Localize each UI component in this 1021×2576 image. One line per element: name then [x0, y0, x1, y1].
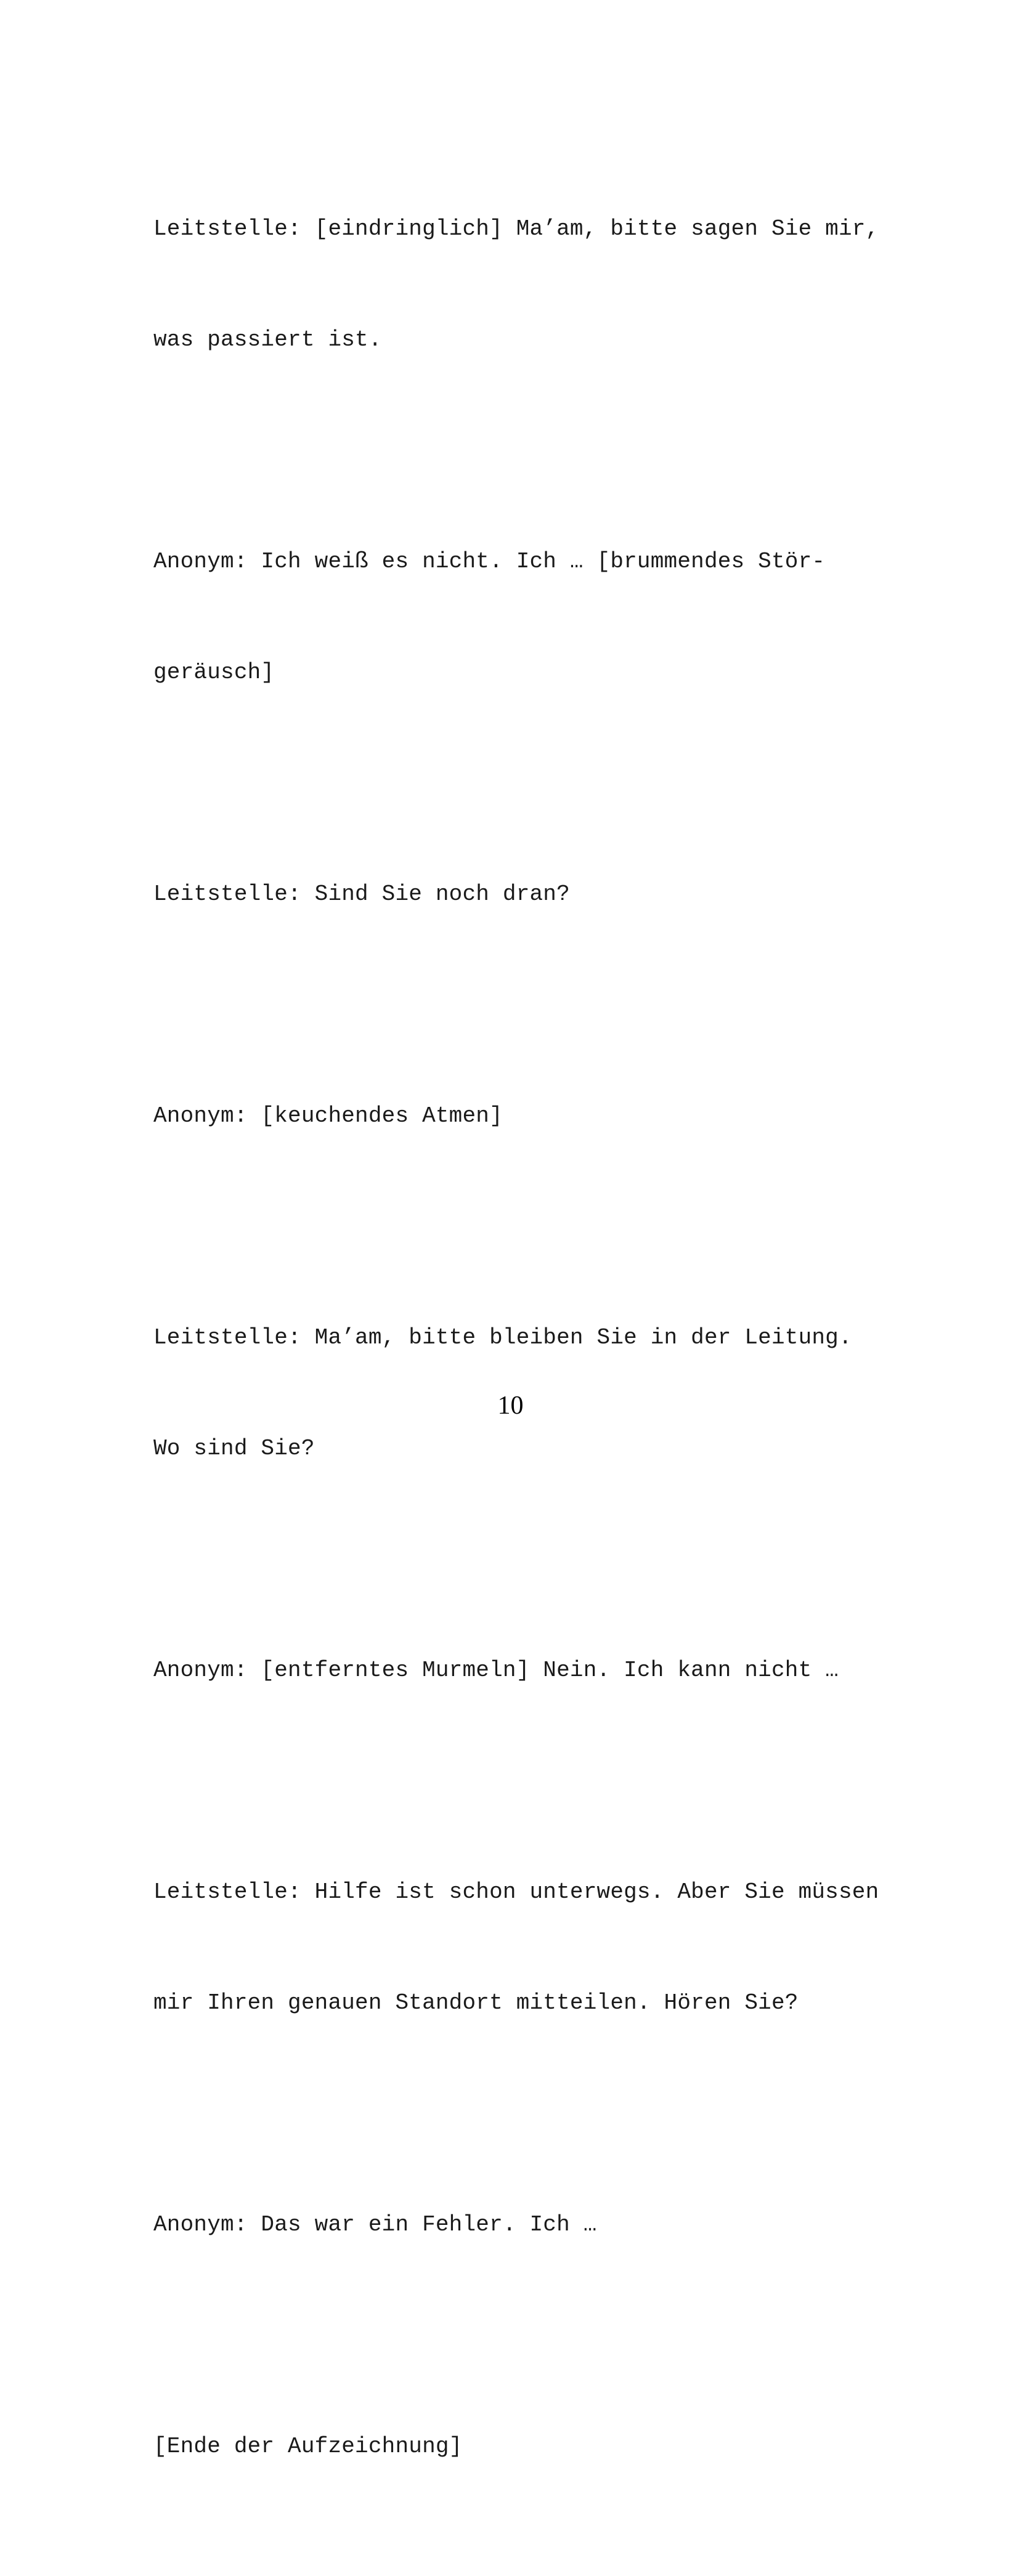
- call-transcript: [153, 137, 917, 2576]
- transcript-line: Anonym: Das war ein Fehler. Ich …: [153, 2212, 597, 2237]
- transcript-entry: [153, 1800, 917, 2096]
- page-number: 10: [497, 1391, 524, 1420]
- transcript-entry: [153, 802, 917, 987]
- transcript-line: Anonym: [entferntes Murmeln] Nein. Ich kann nicht …: [153, 1658, 839, 1683]
- transcript-line: mir Ihren genauen Standort mitteilen. Hören Sie?: [153, 1990, 799, 2015]
- transcript-line: geräusch]: [153, 660, 275, 685]
- transcript-line: Leitstelle: Sind Sie noch dran?: [153, 881, 570, 907]
- transcript-entry: [153, 1024, 917, 1209]
- transcript-entry: [153, 469, 917, 765]
- transcript-entry: [153, 1578, 917, 1763]
- transcript-entry: [153, 137, 917, 432]
- transcript-line: was passiert ist.: [153, 327, 382, 352]
- transcript-line: Anonym: [keuchendes Atmen]: [153, 1103, 503, 1128]
- transcript-entry: [153, 2354, 917, 2539]
- transcript-line: Leitstelle: [eindringlich] Ma’am, bitte sagen Sie mir,: [153, 216, 879, 241]
- transcript-line: Wo sind Sie?: [153, 1436, 315, 1461]
- transcript-line: [Ende der Aufzeichnung]: [153, 2434, 463, 2459]
- transcript-line: Leitstelle: Hilfe ist schon unterwegs. Aber Sie müssen: [153, 1879, 879, 1905]
- transcript-entry: [153, 2132, 917, 2317]
- transcript-line: Anonym: Ich weiß es nicht. Ich … [brummendes Stör-: [153, 549, 826, 574]
- transcript-line: Leitstelle: Ma’am, bitte bleiben Sie in der Leitung.: [153, 1325, 852, 1350]
